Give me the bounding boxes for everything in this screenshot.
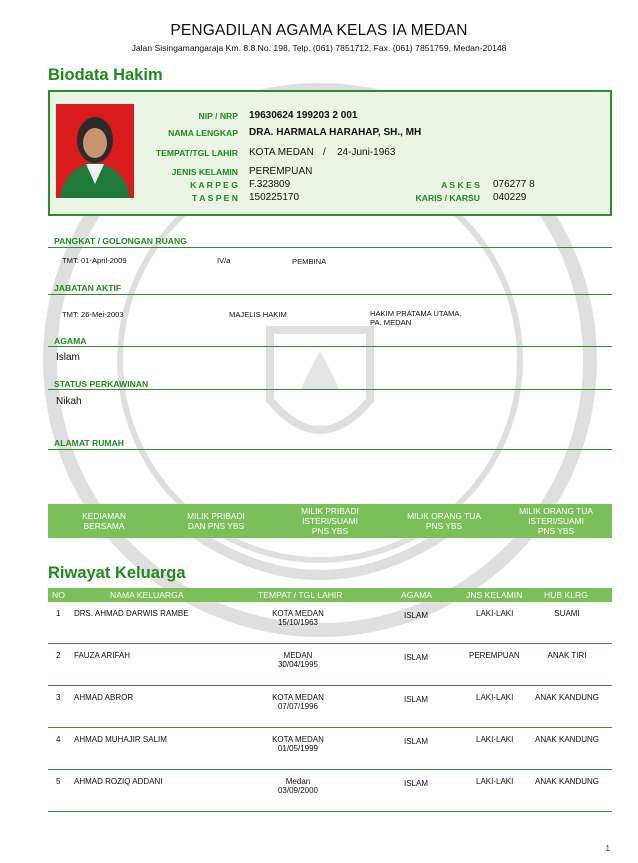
karis-label: KARIS / KARSU (415, 193, 480, 203)
pangkat-label: PANGKAT / GOLONGAN RUANG (54, 236, 187, 246)
house-category: MILIK PRIBADI DAN PNS YBS (187, 511, 245, 531)
pangkat-value: PEMBINA (292, 257, 327, 266)
alamat-label: ALAMAT RUMAH (54, 438, 125, 448)
row-jk: LAKI-LAKI (476, 777, 514, 786)
col-agama: AGAMA (401, 590, 433, 600)
tgl-lahir-value: 24-Juni-1963 (337, 147, 396, 158)
row-tempat: Medan (285, 777, 311, 786)
taspen-label: T A S P E N (191, 193, 238, 203)
karpeg-value: F.323809 (249, 179, 291, 190)
row-no: 3 (56, 693, 61, 702)
pangkat-rule (48, 247, 612, 248)
row-hub: ANAK KANDUNG (534, 693, 599, 702)
row-nama: AHMAD MUHAJIR SALIM (74, 735, 167, 744)
row-tgl: 30/04/1995 (277, 660, 319, 669)
keluarga-title: Riwayat Keluarga (48, 564, 186, 582)
nip-value: 19630624 199203 2 001 (249, 110, 358, 121)
jk-value: PEREMPUAN (249, 166, 313, 177)
table-row (48, 728, 612, 770)
row-tempat: KOTA MEDAN (272, 609, 324, 618)
jabatan-label: JABATAN AKTIF (54, 283, 122, 293)
court-name: PENGADILAN AGAMA KELAS IA MEDAN (170, 22, 468, 39)
jabatan-unit-line1: HAKIM PRATAMA UTAMA, (370, 309, 462, 318)
court-address: Jalan Sisingamangaraja Km. 8.8 No. 198, Telp. (061) 7851712, Fax. (061) 7851759, Medan-20148 (131, 43, 507, 53)
table-row (48, 602, 612, 644)
askes-value: 076277 8 (493, 179, 535, 190)
house-category: MILIK ORANG TUA ISTERI/SUAMI PNS YBS (519, 506, 593, 536)
row-tempat: KOTA MEDAN (272, 735, 324, 744)
karis-value: 040229 (493, 192, 527, 203)
row-nama: AHMAD ABROR (74, 693, 134, 702)
status-rule (48, 389, 612, 390)
biodata-title: Biodata Hakim (48, 66, 163, 84)
row-no: 4 (56, 735, 61, 744)
taspen-value: 150225170 (249, 192, 300, 203)
house-category: MILIK ORANG TUA PNS YBS (407, 511, 481, 531)
jabatan-tmt: TMT: 26-Mei-2003 (62, 310, 124, 319)
ttl-label: TEMPAT/TGL LAHIR (155, 148, 238, 158)
row-hub: SUAMI (554, 609, 580, 618)
alamat-rule (48, 449, 612, 450)
table-row (48, 686, 612, 728)
row-nama: AHMAD ROZIQ ADDANI (74, 777, 163, 786)
family-table-header (48, 588, 612, 602)
jabatan-unit-line2: PA. MEDAN (370, 318, 412, 327)
nama-value: DRA. HARMALA HARAHAP, SH., MH (249, 127, 422, 138)
col-ttl: TEMPAT / TGL LAHIR (258, 590, 343, 600)
row-nama: FAUZA ARIFAH (74, 651, 131, 660)
agama-label: AGAMA (54, 336, 87, 346)
row-hub: ANAK KANDUNG (534, 777, 599, 786)
pangkat-tmt: TMT: 01-April-2009 (62, 256, 127, 265)
row-no: 1 (56, 609, 61, 618)
row-no: 2 (56, 651, 61, 660)
agama-value: Islam (56, 352, 80, 363)
table-row (48, 770, 612, 812)
row-agama: ISLAM (404, 737, 429, 746)
row-tempat: KOTA MEDAN (272, 693, 324, 702)
row-jk: PEREMPUAN (469, 651, 520, 660)
row-tgl: 15/10/1963 (277, 618, 319, 627)
row-agama: ISLAM (404, 695, 429, 704)
tempat-lahir-value: KOTA MEDAN (249, 147, 314, 158)
house-category: MILIK PRIBADI ISTERI/SUAMI PNS YBS (301, 506, 359, 536)
col-jk: JNS KELAMIN (466, 590, 523, 600)
row-tgl: 07/07/1996 (277, 702, 319, 711)
row-jk: LAKI-LAKI (476, 693, 514, 702)
row-agama: ISLAM (404, 779, 429, 788)
nama-label: NAMA LENGKAP (168, 128, 238, 138)
row-hub: ANAK KANDUNG (534, 735, 599, 744)
table-row (48, 644, 612, 686)
house-category: KEDIAMAN BERSAMA (82, 511, 126, 531)
row-agama: ISLAM (404, 653, 429, 662)
jabatan-value: MAJELIS HAKIM (229, 310, 287, 319)
row-jk: LAKI-LAKI (476, 609, 514, 618)
row-agama: ISLAM (404, 611, 429, 620)
profile-photo (56, 104, 134, 198)
askes-label: A S K E S (441, 180, 480, 190)
agama-rule (48, 346, 612, 347)
col-nama: NAMA KELUARGA (110, 590, 184, 600)
row-jk: LAKI-LAKI (476, 735, 514, 744)
row-tempat: MEDAN (283, 651, 313, 660)
jabatan-rule (48, 294, 612, 295)
house-status-bar (48, 504, 612, 538)
col-hub: HUB KLRG (544, 590, 588, 600)
col-no: NO (52, 590, 65, 600)
status-value: Nikah (56, 396, 82, 407)
row-tgl: 03/09/2000 (277, 786, 319, 795)
page-number: 1 (605, 844, 610, 853)
row-hub: ANAK TIRI (547, 651, 587, 660)
row-no: 5 (56, 777, 61, 786)
row-tgl: 01/05/1999 (277, 744, 319, 753)
karpeg-label: K A R P E G (190, 180, 238, 190)
row-nama: DRS. AHMAD DARWIS RAMBE (74, 609, 189, 618)
jk-label: JENIS KELAMIN (171, 167, 238, 177)
nip-label: NIP / NRP (198, 111, 238, 121)
status-label: STATUS PERKAWINAN (54, 379, 149, 389)
ttl-separator: / (323, 147, 326, 158)
golongan-value: IV/a (217, 256, 231, 265)
